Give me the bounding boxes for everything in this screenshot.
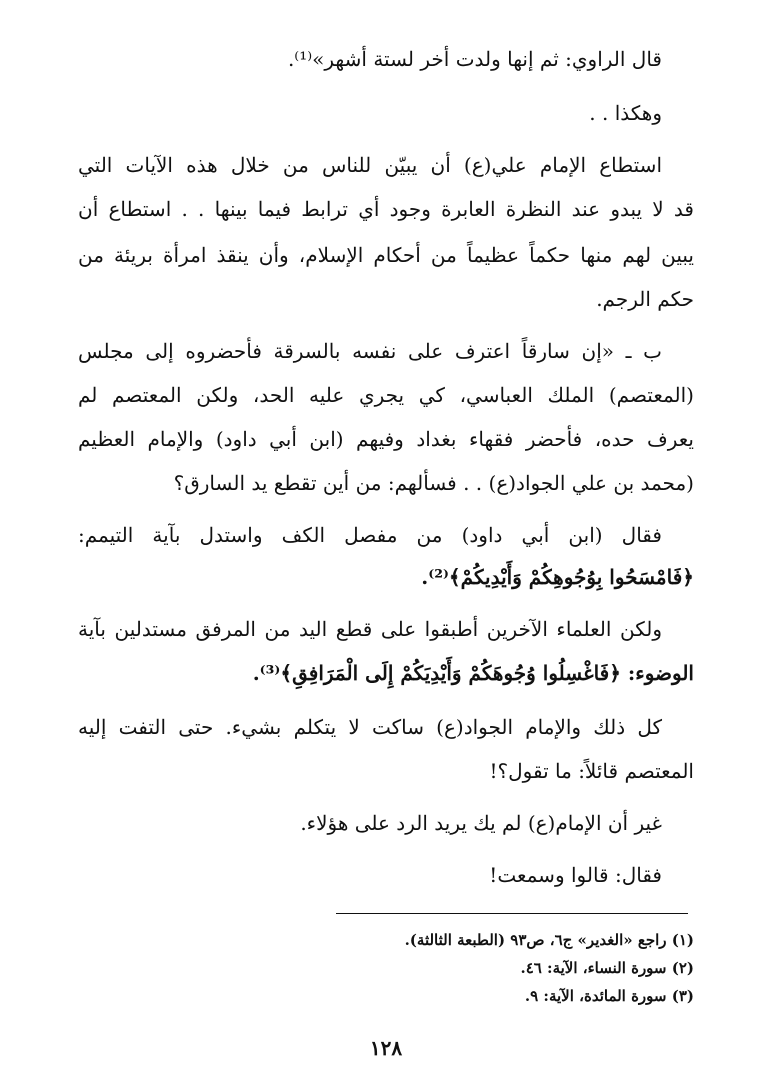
text-line: وهكذا . . — [589, 101, 662, 125]
text-line: قال الراوي: ثم إنها ولدت أخر لستة أشهر»⁽¹⁾. — [287, 47, 662, 71]
text-line: (محمد بن علي الجواد(ع) . . فسألهم: من أين تقطع يد السارق؟ — [173, 471, 694, 495]
text-line: قد لا يبدو عند النظرة العابرة وجود أي ترابط فيما بينها . . استطاع أن — [78, 197, 694, 221]
page-number: ١٢٨ — [369, 1036, 403, 1060]
footnote-divider — [336, 913, 688, 914]
text-line: كل ذلك والإمام الجواد(ع) ساكت لا يتكلم بشيء. حتى التفت إليه — [78, 715, 662, 739]
text-line: استطاع الإمام علي(ع) أن يبيّن للناس من خلال هذه الآيات التي — [78, 153, 662, 177]
text-line: يعرف حده، فأحضر فقهاء بغداد وفيهم (ابن أبي داود) والإمام العظيم — [78, 427, 694, 451]
text-line: غير أن الإمام(ع) لم يك يريد الرد على هؤلاء. — [300, 811, 662, 835]
text-line: (المعتصم) الملك العباسي، كي يجري عليه الحد، ولكن المعتصم لم — [78, 383, 694, 407]
text-line: فقال: قالوا وسمعت! — [489, 863, 662, 887]
text-line: حكم الرجم. — [596, 287, 694, 311]
text-line: يبين لهم منها حكماً عظيماً من أحكام الإسلام، وأن ينقذ امرأة بريئة من — [78, 243, 694, 267]
text-line: ولكن العلماء الآخرين أطبقوا على قطع اليد من المرفق مستدلين بآية — [78, 617, 662, 641]
quran-verse: الوضوء: ﴿فَاغْسِلُوا وُجُوهَكُمْ وَأَيْدِيَكُمْ إِلَى الْمَرَافِقِ﴾⁽³⁾. — [252, 661, 694, 685]
text-line: فقال (ابن أبي داود) من مفصل الكف واستدل بآية التيمم: — [78, 523, 662, 547]
quran-verse: ﴿فَامْسَحُوا بِوُجُوهِكُمْ وَأَيْدِيكُمْ﴾⁽²⁾. — [421, 565, 694, 589]
footnote: (٣) سورة المائدة، الآية: ٩. — [524, 987, 694, 1005]
footnote: (١) راجع «الغدير» ج٦، ص٩٣ (الطبعة الثالثة). — [404, 931, 694, 949]
text-line: المعتصم قائلاً: ما تقول؟! — [489, 759, 694, 783]
text-line: ب ـ «إن سارقاً اعترف على نفسه بالسرقة فأحضروه إلى مجلس — [78, 339, 662, 363]
footnote: (٢) سورة النساء، الآية: ٤٦. — [520, 959, 694, 977]
